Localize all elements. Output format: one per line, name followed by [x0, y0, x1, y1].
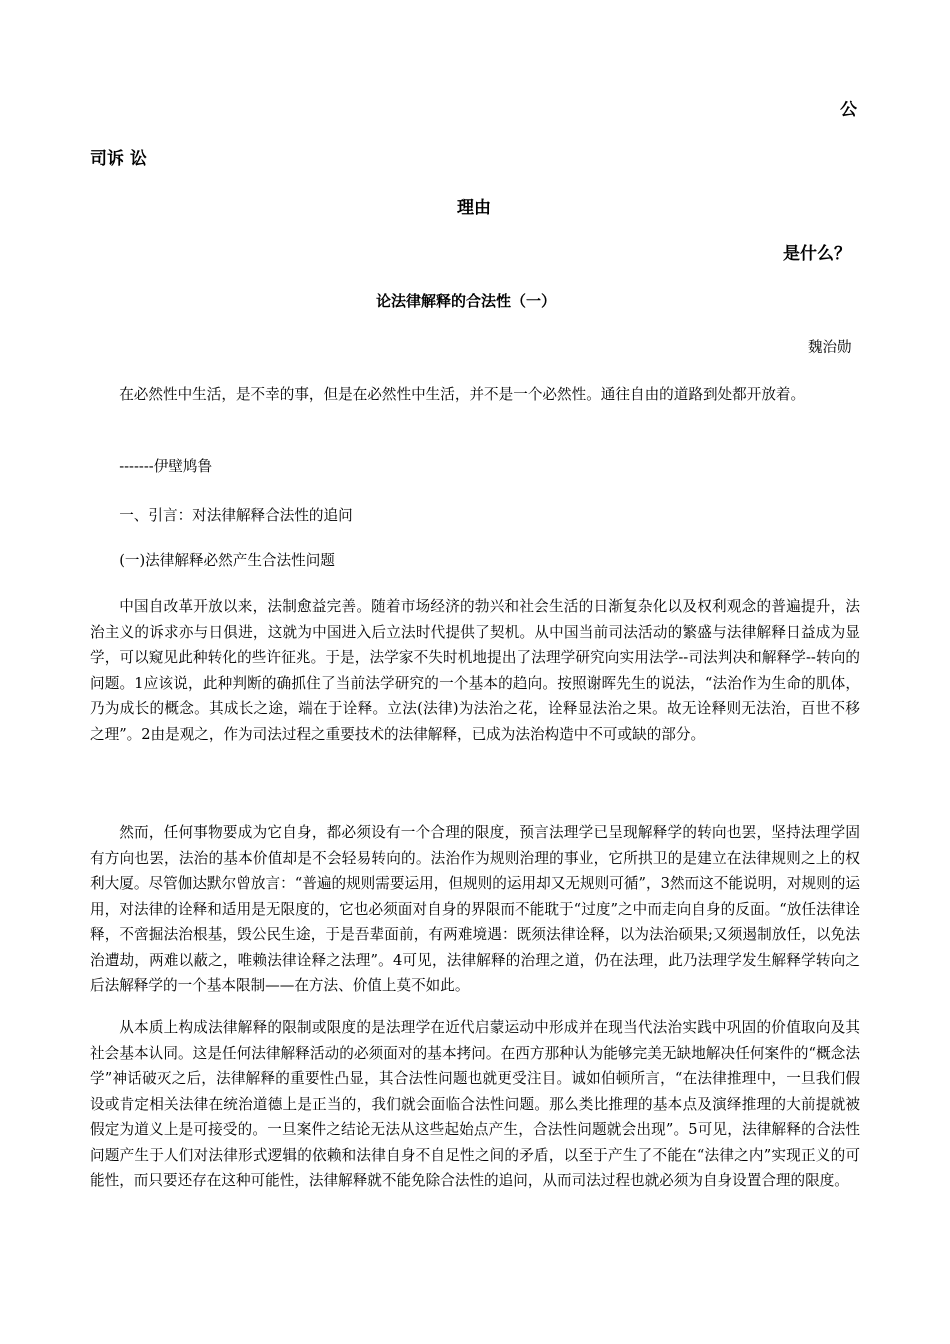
- article-subtitle: 论法律解释的合法性（一）: [376, 292, 557, 310]
- body-paragraph-3: 从本质上构成法律解释的限制或限度的是法理学在近代启蒙运动中形成并在现当代法治实践中巩固的价值取向及其社会基本认同。这是任何法律解释活动的必须面对的基本拷问。在西方那种认为能够完美无缺地解决任何案件的“概念法学”神话破灭之后，法律解释的重要性凸显，其合法性问题也就更受注目。诚如伯顿所言，“在法律推理中，一旦我们假设或肯定相关法律在统治道德上是正当的，我们就会面临合法性问题。那么类比推理的基本点及演绎推理的大前提就被假定为道义上是可接受的。一旦案件之结论无法从这些起始点产生，合法性问题就会出现”。5可见，法律解释的合法性问题产生于人们对法律形式逻辑的依赖和法律自身不自足性之间的矛盾，以至于产生了不能在“法律之内”实现正义的可能性，而只要还存在这种可能性，法律解释就不能免除合法性的追问，从而司法过程也就必须为自身设置合理的限度。: [90, 1019, 860, 1189]
- title-line-3: 理由: [457, 198, 491, 218]
- title-line-2: 司诉 讼: [90, 149, 147, 169]
- epigraph-attribution: -------伊壁鸠鲁: [119, 458, 213, 475]
- body-paragraph-2: 然而，任何事物要成为它自身，都必须设有一个合理的限度，预言法理学已呈现解释学的转向也罢，坚持法理学固有方向也罢，法治的基本价值却是不会轻易转向的。法治作为规则治理的事业，它所拱卫的是建立在法律规则之上的权利大厦。尽管伽达默尔曾放言：“普遍的规则需要运用，但规则的运用却又无规则可循”，3然而这不能说明，对规则的运用，对法律的诠释和适用是无限度的，它也必须面对自身的界限而不能耽于“过度”之中而走向自身的反面。“放任法律诠释，不啻掘法治根基，毁公民生途，于是吾辈面前，有两难境遇：既须法律诠释，以为法治硕果;又须遏制放任，以免法治遭劫，两难以蔽之，唯赖法律诠释之法理”。4可见，法律解释的治理之道，仍在法理，此乃法理学发生解释学转向之后法解释学的一个基本限制——在方法、价值上莫不如此。: [90, 824, 860, 994]
- epigraph-quote: 在必然性中生活，是不幸的事，但是在必然性中生活，并不是一个必然性。通往自由的道路到处都开放着。: [119, 386, 806, 403]
- title-line-1: 公: [840, 100, 857, 120]
- subsection-heading: (一)法律解释必然产生合法性问题: [119, 552, 335, 569]
- body-paragraph-1: 中国自改革开放以来，法制愈益完善。随着市场经济的勃兴和社会生活的日渐复杂化以及权利观念的普遍提升，法治主义的诉求亦与日俱进，这就为中国进入后立法时代提供了契机。从中国当前司法活动的繁盛与法律解释日益成为显学，可以窥见此种转化的些许征兆。于是，法学家不失时机地提出了法理学研究向实用法学--司法判决和解释学--转向的问题。1应该说，此种判断的确抓住了当前法学研究的一个基本的趋向。按照谢晖先生的说法，“法治作为生命的肌体，乃为成长的概念。其成长之途，端在于诠释。立法(法律)为法治之花，诠释显法治之果。故无诠释则无法治，百世不移之理”。2由是观之，作为司法过程之重要技术的法律解释，已成为法治构造中不可或缺的部分。: [90, 598, 860, 743]
- author-name: 魏治勋: [808, 340, 852, 356]
- section-heading: 一、引言：对法律解释合法性的追问: [119, 507, 353, 524]
- title-line-4: 是什么？: [783, 244, 851, 264]
